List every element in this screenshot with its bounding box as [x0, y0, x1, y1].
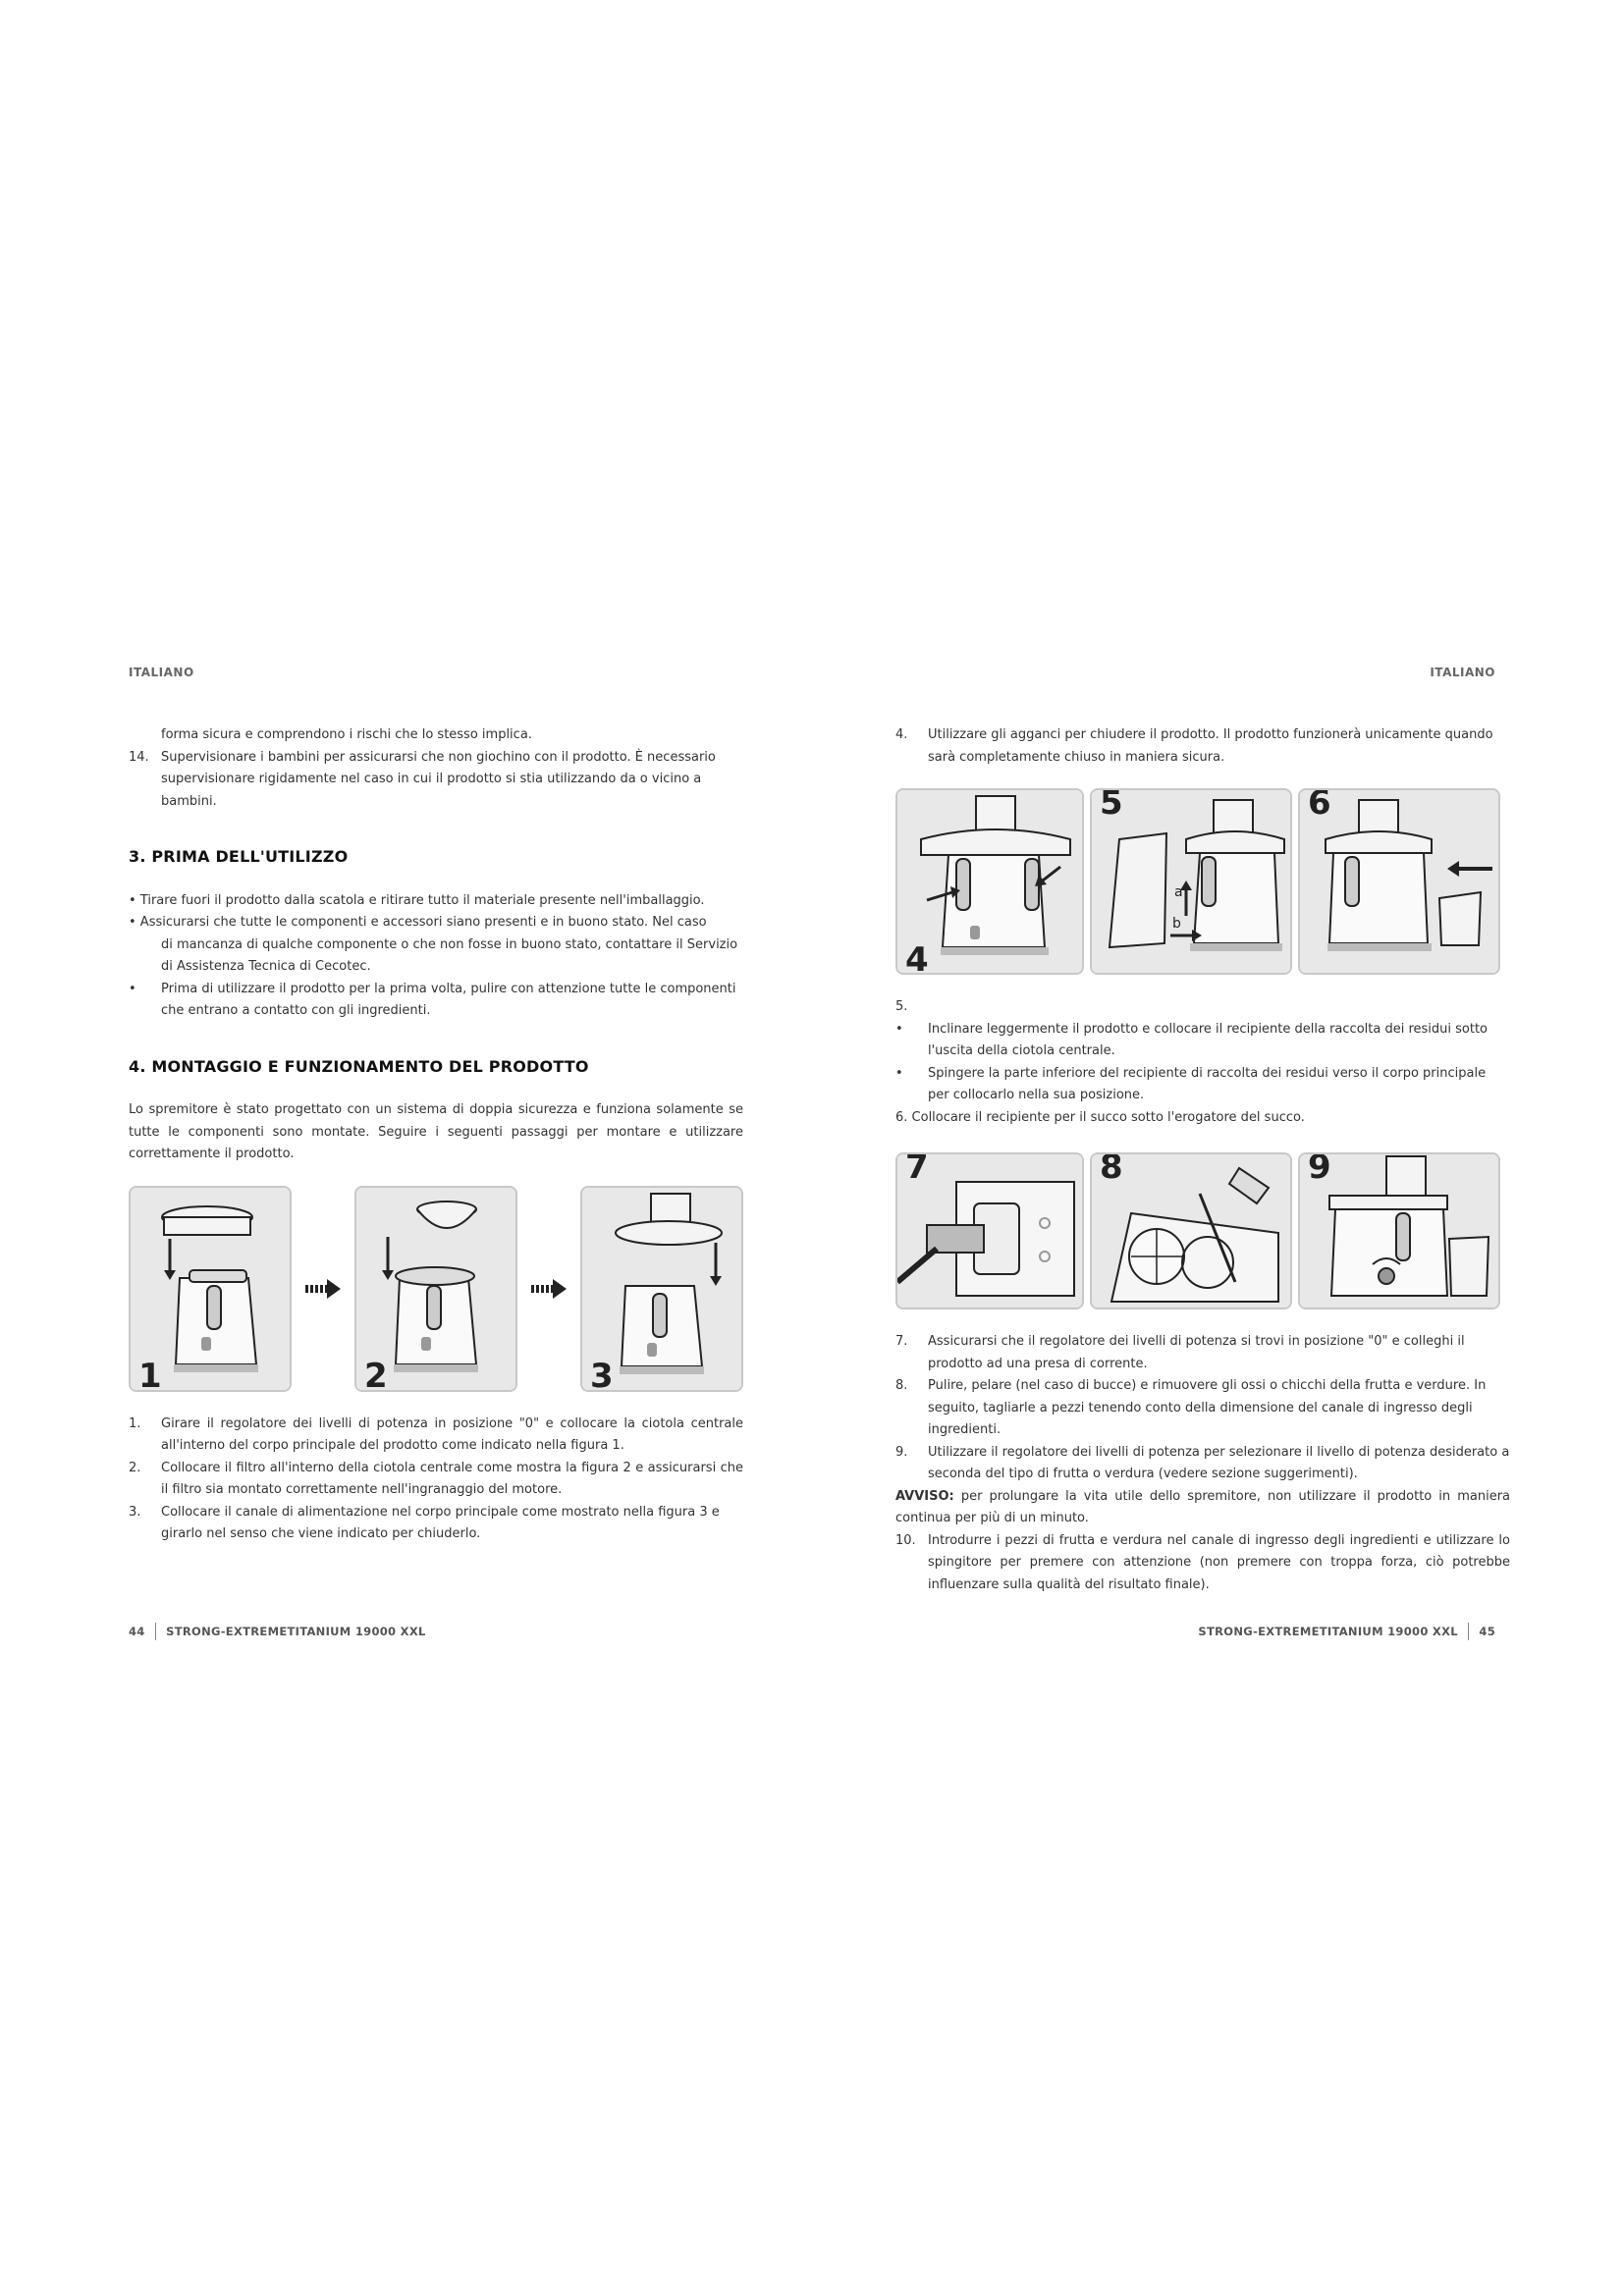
assembly-step-3: [129, 1502, 743, 1546]
step-number: 9.: [895, 1444, 908, 1460]
figure-9: [1298, 1152, 1500, 1309]
model-name: STRONG-EXTREMETITANIUM 19000 XXL: [166, 1625, 426, 1638]
step-5-number: 5.: [895, 999, 908, 1014]
figure-number: 2: [364, 1357, 388, 1392]
operation-step-10: [895, 1530, 1510, 1597]
figure-number: 4: [905, 939, 929, 975]
section-3-bullet-2: • Assicurarsi che tutte le componenti e accessori siano presenti e in buono stato. Nel caso: [129, 915, 707, 930]
step-number: 7.: [895, 1334, 908, 1349]
notice-text: per prolungare la vita utile dello spremitore, non utilizzare il prodotto in maniera continua per più di un minuto.: [895, 1488, 1510, 1525]
step-text: Assicurarsi che il regolatore dei livelli di potenza si trovi in posizione "0" e colleghi il prodotto ad una presa di corrente.: [928, 1334, 1465, 1371]
assembly-step-2: [129, 1458, 743, 1502]
step-number: 2.: [129, 1460, 141, 1475]
figure-number: 7: [905, 1152, 929, 1187]
section-3-title: 3. PRIMA DELL'UTILIZZO: [129, 847, 349, 866]
warning-item-14: [129, 747, 743, 814]
step-6: 6. Collocare il recipiente per il succo sotto l'erogatore del succo.: [895, 1109, 1305, 1125]
section-3-bullet-2-cont: di mancanza di qualche componente o che non fosse in buono stato, contattare il Servizio di Assistenza Tecnica di Cecotec.: [161, 936, 738, 974]
figure-3: [580, 1186, 743, 1392]
figure-1: [129, 1186, 292, 1392]
bullet-text: Inclinare leggermente il prodotto e collocare il recipiente della raccolta dei residui sotto l'uscita della ciotola centrale.: [928, 1021, 1489, 1058]
left-column: [129, 724, 743, 1546]
section-3-bullet-1: • Tirare fuori il prodotto dalla scatola e ritirare tutto il materiale presente nell'imballaggio.: [129, 892, 705, 908]
step-text: Introdurre i pezzi di frutta e verdura nel canale di ingresso degli ingredienti e utilizzare lo spingitore per premere con attenzione (non premere con troppa forza, ciò potrebbe influenzare sulla qualità del risultato finale).: [928, 1532, 1510, 1592]
operation-figures-7-9: [895, 1152, 1510, 1309]
bullet-symbol: •: [129, 981, 136, 996]
right-column: [895, 724, 1510, 1596]
item-number: 14.: [129, 749, 149, 765]
footer-right: [1198, 1623, 1495, 1640]
figure-number: 5: [1100, 788, 1123, 823]
figure-number: 1: [138, 1357, 162, 1392]
figure-4: [895, 788, 1084, 975]
notice-label: AVVISO:: [895, 1488, 954, 1504]
step-number: 1.: [129, 1415, 141, 1431]
section-4-title: 4. MONTAGGIO E FUNZIONAMENTO DEL PRODOTTO: [129, 1056, 589, 1076]
step-number: 3.: [129, 1504, 141, 1520]
operation-step-8: [895, 1375, 1510, 1442]
step-text: Girare il regolatore dei livelli di potenza in posizione "0" e collocare la ciotola centrale all'interno del corpo principale del prodotto come indicato nella figura 1.: [161, 1415, 743, 1453]
step-5-bullet-1: [895, 1019, 1510, 1063]
figure-5: [1090, 788, 1292, 975]
page-number: 44: [129, 1625, 145, 1638]
item-text: Supervisionare i bambini per assicurarsi che non giochino con il prodotto. È necessario supervisionare rigidamente nel caso in cui il prodotto si stia utilizzando da o vicino a bambini.: [161, 749, 716, 809]
step-text: Utilizzare gli agganci per chiudere il prodotto. Il prodotto funzionerà unicamente quando sarà completamente chiuso in maniera sicura.: [928, 727, 1493, 765]
operation-step-9: [895, 1442, 1510, 1486]
page-number: 45: [1479, 1625, 1495, 1638]
figure-number: 9: [1308, 1152, 1331, 1187]
step-text: Pulire, pelare (nel caso di bucce) e rimuovere gli ossi o chicchi della frutta e verdure. In seguito, tagliarle a pezzi tenendo conto della dimensione del canale di ingresso degli ingredienti.: [928, 1378, 1487, 1437]
bullet-symbol: •: [895, 1065, 903, 1081]
model-name: STRONG-EXTREMETITANIUM 19000 XXL: [1198, 1625, 1458, 1638]
arrow-separator: [529, 1186, 568, 1392]
arrow-separator: [303, 1186, 343, 1392]
figure-2: [354, 1186, 517, 1392]
section-4-intro: Lo spremitore è stato progettato con un sistema di doppia sicurezza e funziona solamente se tutte le componenti sono montate. Seguire i seguenti passaggi per montare e utilizzare correttamente il prodotto.: [129, 1102, 743, 1161]
step-5-bullet-2: [895, 1063, 1510, 1107]
footer-divider: [1468, 1623, 1470, 1640]
bullet-text: Spingere la parte inferiore del recipiente di raccolta dei residui verso il corpo principale per collocarlo nella sua posizione.: [928, 1065, 1487, 1102]
step-number: 10.: [895, 1532, 916, 1548]
arrow-label-b: b: [1172, 916, 1181, 932]
figure-number: 3: [590, 1357, 614, 1392]
step-number: 8.: [895, 1378, 908, 1393]
running-head-left: ITALIANO: [129, 666, 194, 679]
footer-divider: [155, 1623, 157, 1640]
bullet-symbol: •: [895, 1021, 903, 1037]
bullet-text: Prima di utilizzare il prodotto per la prima volta, pulire con attenzione tutte le componenti che entrano a contatto con gli ingredienti.: [161, 981, 736, 1018]
figure-number: 6: [1308, 788, 1331, 823]
step-number: 4.: [895, 727, 908, 742]
right-page: [812, 0, 1624, 2296]
figure-7: [895, 1152, 1084, 1309]
operation-step-7: [895, 1331, 1510, 1375]
section-3-bullet-3: [129, 979, 743, 1023]
step-text: Utilizzare il regolatore dei livelli di potenza per selezionare il livello di potenza desiderato a seconda del tipo di frutta o verdura (vedere sezione suggerimenti).: [928, 1444, 1510, 1481]
step-text: Collocare il canale di alimentazione nel corpo principale come mostrato nella figura 3 e girarlo nel senso che viene indicato per chiuderlo.: [161, 1504, 720, 1541]
footer-left: [129, 1623, 426, 1640]
figure-number: 8: [1100, 1152, 1123, 1187]
figure-8: [1090, 1152, 1292, 1309]
arrow-label-a: a: [1174, 884, 1183, 900]
running-head-right: ITALIANO: [1430, 666, 1495, 679]
assembly-figures-1-3: [129, 1186, 743, 1392]
next-arrow-icon: [305, 1279, 341, 1299]
assembly-figures-4-6: [895, 788, 1510, 975]
step-text: Collocare il filtro all'interno della ciotola centrale come mostra la figura 2 e assicurarsi che il filtro sia montato correttamente nell'ingranaggio del motore.: [161, 1460, 743, 1497]
continuation-text: forma sicura e comprendono i rischi che lo stesso implica.: [161, 727, 532, 742]
figure-6: [1298, 788, 1500, 975]
notice-paragraph: [895, 1486, 1510, 1530]
assembly-step-4: [895, 724, 1510, 769]
assembly-step-1: [129, 1414, 743, 1458]
next-arrow-icon: [531, 1279, 567, 1299]
